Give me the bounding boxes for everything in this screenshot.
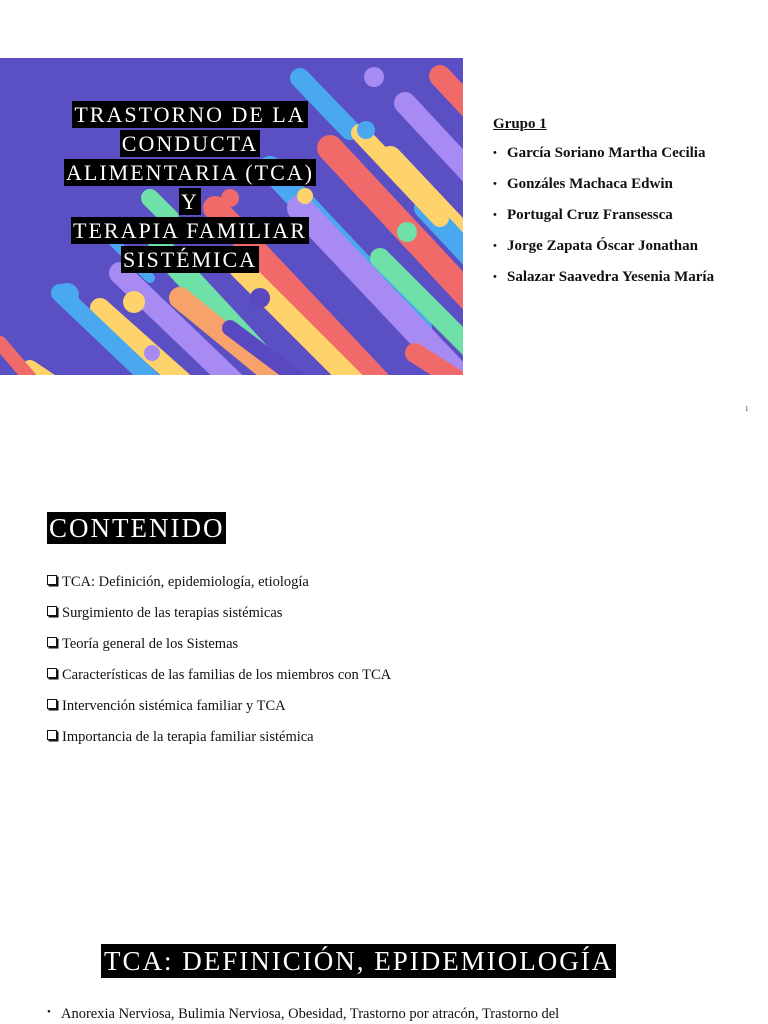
title-line: ALIMENTARIA (TCA): [66, 160, 314, 185]
checkbox-icon: [47, 575, 57, 585]
title-line: CONDUCTA: [121, 131, 259, 156]
member-name: Gonzáles Machaca Edwin: [507, 176, 673, 192]
list-item: [47, 634, 391, 665]
bullet-icon: •: [493, 240, 497, 252]
contents-item: Teoría general de los Sistemas: [62, 636, 239, 652]
checkbox-icon: [47, 637, 57, 647]
contents-item: Surgimiento de las terapias sistémicas: [62, 605, 283, 621]
member-name: García Soriano Martha Cecilia: [507, 145, 706, 161]
list-item: [493, 174, 714, 205]
title-line: Y: [181, 189, 199, 214]
checkbox-icon: [47, 699, 57, 709]
contents-list: [47, 572, 391, 758]
list-item: [47, 727, 391, 758]
bullet-icon: •: [47, 1006, 51, 1018]
group-title: Grupo 1: [493, 116, 547, 132]
group-members: [493, 116, 714, 298]
member-name: Portugal Cruz Fransessca: [507, 207, 673, 223]
list-item: [493, 205, 714, 236]
bullet-text: Anorexia Nerviosa, Bulimia Nerviosa, Obesidad, Trastorno por atracón, Trastorno del: [61, 1006, 560, 1022]
bullet-icon: •: [493, 147, 497, 159]
title-line: TERAPIA FAMILIAR: [73, 218, 307, 243]
contents-item: Características de las familias de los miembros con TCA: [62, 667, 392, 683]
list-item: [47, 665, 391, 696]
contents-item: TCA: Definición, epidemiología, etiología: [62, 574, 309, 590]
list-item: [47, 1006, 559, 1023]
bullet-icon: •: [493, 178, 497, 190]
checkbox-icon: [47, 668, 57, 678]
contents-title: CONTENIDO: [49, 513, 225, 543]
bullet-icon: •: [493, 271, 497, 283]
checkbox-icon: [47, 730, 57, 740]
title-line: TRASTORNO DE LA: [74, 102, 306, 127]
presentation-title: [0, 101, 380, 275]
page-number: 1: [745, 405, 749, 413]
list-item: [47, 603, 391, 634]
list-item: [493, 236, 714, 267]
title-line: SISTÉMICA: [122, 247, 258, 272]
list-item: [47, 572, 391, 603]
contents-item: Importancia de la terapia familiar sistémica: [62, 729, 314, 745]
list-item: [493, 267, 714, 298]
member-list: [493, 143, 714, 298]
contents-item: Intervención sistémica familiar y TCA: [62, 698, 286, 714]
member-name: Salazar Saavedra Yesenia María: [507, 269, 715, 285]
checkbox-icon: [47, 606, 57, 616]
bullet-icon: •: [493, 209, 497, 221]
section-title: TCA: DEFINICIÓN, EPIDEMIOLOGÍA: [101, 944, 616, 978]
list-item: [47, 696, 391, 727]
member-name: Jorge Zapata Óscar Jonathan: [507, 238, 698, 254]
list-item: [493, 143, 714, 174]
